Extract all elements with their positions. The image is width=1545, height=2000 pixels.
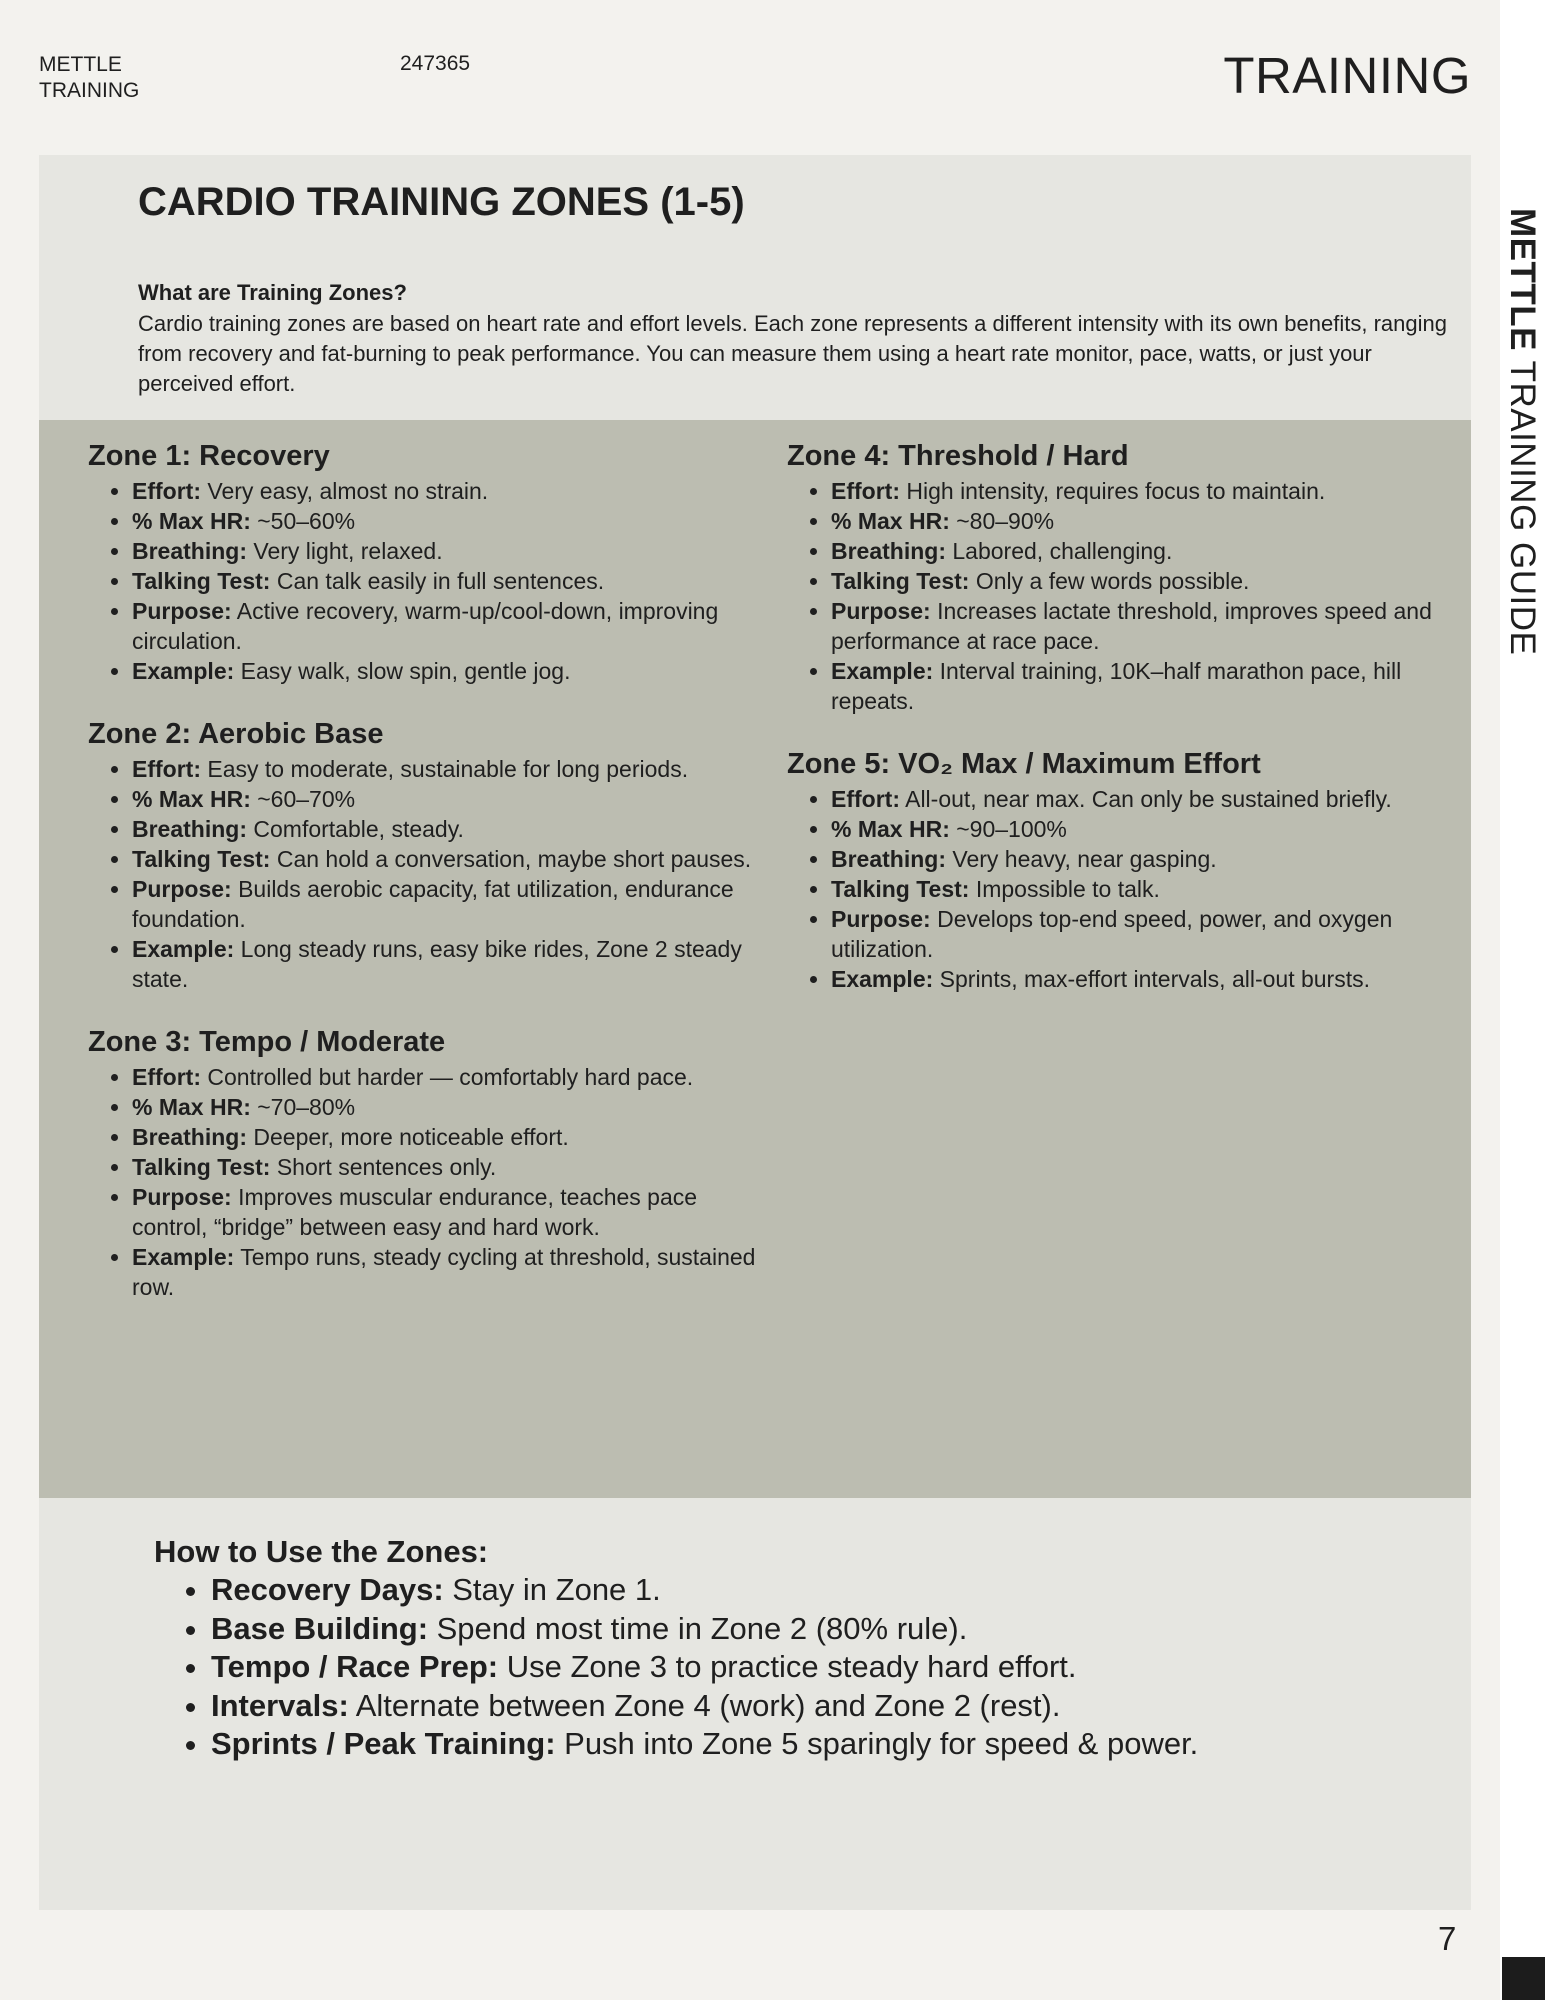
item-label: Talking Test:	[831, 876, 970, 902]
page-title: CARDIO TRAINING ZONES (1-5)	[138, 180, 745, 224]
item-text: Controlled but harder — comfortably hard pace.	[200, 1064, 694, 1090]
zone-section	[88, 716, 768, 994]
list-item	[132, 934, 768, 994]
page-number: 7	[1438, 1920, 1457, 1957]
item-label: Breathing:	[831, 538, 946, 564]
item-text: ~60–70%	[250, 786, 356, 812]
list-item	[132, 476, 768, 506]
item-text: Tempo runs, steady cycling at threshold, sustained row.	[132, 1244, 756, 1300]
item-text: Easy to moderate, sustainable for long periods.	[200, 756, 689, 782]
intro-heading: What are Training Zones?	[138, 280, 407, 305]
list-item	[211, 1648, 1198, 1687]
zone-title: Zone 1: Recovery	[88, 440, 330, 472]
item-text: Spend most time in Zone 2 (80% rule).	[428, 1610, 968, 1646]
item-label: Effort:	[132, 478, 201, 504]
item-text: ~90–100%	[949, 816, 1067, 842]
item-label: Breathing:	[831, 846, 946, 872]
item-text: Very easy, almost no strain.	[200, 478, 489, 504]
zones-column-right	[787, 438, 1467, 1024]
item-label: Example:	[831, 658, 934, 684]
item-label: Talking Test:	[831, 568, 970, 594]
item-text: Only a few words possible.	[969, 568, 1250, 594]
item-label: Breathing:	[132, 538, 247, 564]
corner-marker	[1502, 1957, 1545, 2000]
item-text: Short sentences only.	[270, 1154, 497, 1180]
document-code: 247365	[400, 52, 471, 75]
list-item	[132, 1242, 768, 1302]
item-text: Stay in Zone 1.	[443, 1572, 661, 1607]
list-item	[831, 656, 1467, 716]
brand-line-2: TRAINING	[39, 79, 140, 102]
item-label: Breathing:	[132, 1124, 247, 1150]
item-label: Base Building:	[211, 1610, 429, 1646]
item-label: Effort:	[132, 1064, 201, 1090]
item-text: All-out, near max. Can only be sustained briefly.	[899, 786, 1392, 812]
zone-section	[787, 746, 1467, 994]
item-text: ~50–60%	[250, 508, 356, 534]
list-item	[132, 536, 768, 566]
list-item	[831, 964, 1467, 994]
list-item	[132, 596, 768, 656]
item-label: % Max HR:	[132, 508, 251, 534]
zone-title: Zone 4: Threshold / Hard	[787, 440, 1129, 472]
zone-title: Zone 2: Aerobic Base	[88, 718, 384, 750]
item-label: Purpose:	[831, 598, 931, 624]
list-item	[831, 476, 1467, 506]
item-text: Builds aerobic capacity, fat utilization, endurance foundation.	[132, 876, 734, 932]
item-label: Talking Test:	[132, 568, 271, 594]
list-item	[831, 536, 1467, 566]
item-label: Example:	[132, 658, 235, 684]
list-item	[831, 596, 1467, 656]
item-label: Recovery Days:	[211, 1572, 444, 1607]
list-item	[831, 874, 1467, 904]
list-item	[831, 506, 1467, 536]
item-text: Interval training, 10K–half marathon pace, hill repeats.	[831, 658, 1402, 714]
list-item	[211, 1687, 1198, 1726]
list-item	[132, 844, 768, 874]
list-item	[132, 814, 768, 844]
brand-name	[39, 52, 199, 104]
item-text: Improves muscular endurance, teaches pace control, “bridge” between easy and hard work.	[132, 1184, 698, 1240]
list-item	[831, 844, 1467, 874]
item-label: Intervals:	[211, 1687, 349, 1723]
item-label: Effort:	[831, 478, 900, 504]
zone-title: Zone 5: VO₂ Max / Maximum Effort	[787, 748, 1261, 780]
list-item	[132, 506, 768, 536]
item-label: Effort:	[831, 786, 900, 812]
item-label: % Max HR:	[132, 1094, 251, 1120]
item-label: Purpose:	[132, 1184, 232, 1210]
zones-column-left	[88, 438, 768, 1332]
item-label: Purpose:	[831, 906, 931, 932]
list-item	[211, 1725, 1198, 1764]
list-item	[831, 784, 1467, 814]
item-label: % Max HR:	[831, 508, 950, 534]
item-text: Very heavy, near gasping.	[946, 846, 1217, 872]
list-item	[132, 1152, 768, 1182]
item-text: Impossible to talk.	[969, 876, 1160, 902]
item-text: Push into Zone 5 sparingly for speed & power.	[555, 1726, 1199, 1761]
intro-body: Cardio training zones are based on heart rate and effort levels. Each zone represents a different intensity with its own benefits, ranging from recovery and fat-burning to peak performance. You can measure them using a heart rate monitor, pace, watts, or just your perceived effort.	[138, 311, 1447, 396]
zone-title: Zone 3: Tempo / Moderate	[88, 1026, 446, 1058]
item-text: Increases lactate threshold, improves speed and performance at race pace.	[831, 598, 1432, 654]
list-item	[132, 566, 768, 596]
brand-line-1: METTLE	[39, 53, 122, 76]
zone-bullet-list	[88, 476, 768, 686]
item-label: Breathing:	[132, 816, 247, 842]
list-item	[831, 566, 1467, 596]
item-text: Deeper, more noticeable effort.	[247, 1124, 569, 1150]
item-text: Very light, relaxed.	[247, 538, 443, 564]
list-item	[132, 1122, 768, 1152]
item-text: Active recovery, warm-up/cool-down, improving circulation.	[132, 598, 719, 654]
item-label: Effort:	[132, 756, 201, 782]
side-tab-bold: METTLE	[1503, 208, 1542, 351]
item-text: ~80–90%	[949, 508, 1055, 534]
list-item	[132, 784, 768, 814]
item-text: Sprints, max-effort intervals, all-out bursts.	[933, 966, 1370, 992]
item-label: Talking Test:	[132, 846, 271, 872]
zone-bullet-list	[787, 476, 1467, 716]
item-text: Can talk easily in full sentences.	[270, 568, 605, 594]
item-label: Example:	[132, 1244, 235, 1270]
item-label: Talking Test:	[132, 1154, 271, 1180]
list-item	[211, 1571, 1198, 1610]
side-tab-label	[1502, 208, 1542, 655]
zone-section	[88, 438, 768, 686]
zone-section	[787, 438, 1467, 716]
item-label: Tempo / Race Prep:	[211, 1649, 499, 1684]
item-text: High intensity, requires focus to maintain.	[899, 478, 1326, 504]
zone-bullet-list	[88, 1062, 768, 1302]
list-item	[132, 1062, 768, 1092]
item-label: % Max HR:	[831, 816, 950, 842]
item-text: Easy walk, slow spin, gentle jog.	[234, 658, 571, 684]
item-text: Long steady runs, easy bike rides, Zone 2 steady state.	[132, 936, 742, 992]
list-item	[831, 904, 1467, 964]
item-label: Example:	[831, 966, 934, 992]
list-item	[211, 1610, 1198, 1649]
zone-bullet-list	[787, 784, 1467, 994]
item-label: Purpose:	[132, 876, 232, 902]
item-text: ~70–80%	[250, 1094, 356, 1120]
item-text: Labored, challenging.	[946, 538, 1173, 564]
item-text: Comfortable, steady.	[247, 816, 464, 842]
howto-title: How to Use the Zones:	[154, 1534, 489, 1569]
list-item	[831, 814, 1467, 844]
item-label: % Max HR:	[132, 786, 251, 812]
item-label: Example:	[132, 936, 235, 962]
list-item	[132, 1092, 768, 1122]
item-label: Sprints / Peak Training:	[211, 1726, 556, 1761]
howto-list	[165, 1571, 1198, 1764]
side-tab-rest: TRAINING GUIDE	[1503, 350, 1542, 656]
list-item	[132, 754, 768, 784]
section-title: TRAINING	[1223, 47, 1471, 104]
item-text: Develops top-end speed, power, and oxygen utilization.	[831, 906, 1393, 962]
item-label: Purpose:	[132, 598, 232, 624]
list-item	[132, 1182, 768, 1242]
list-item	[132, 874, 768, 934]
zone-bullet-list	[88, 754, 768, 994]
zone-section	[88, 1024, 768, 1302]
item-text: Alternate between Zone 4 (work) and Zone 2 (rest).	[348, 1687, 1061, 1723]
item-text: Can hold a conversation, maybe short pauses.	[270, 846, 752, 872]
item-text: Use Zone 3 to practice steady hard effort.	[498, 1649, 1077, 1684]
list-item	[132, 656, 768, 686]
